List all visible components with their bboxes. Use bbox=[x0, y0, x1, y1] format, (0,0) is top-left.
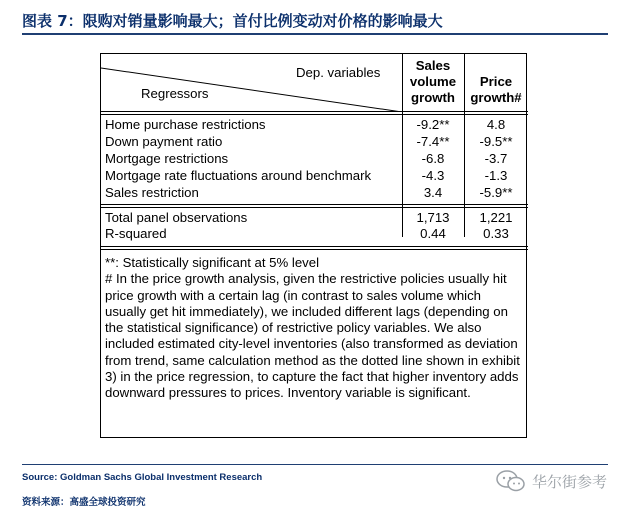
watermark-text: 华尔街参考 bbox=[532, 472, 608, 491]
row-sales-value: -9.2** bbox=[416, 117, 450, 132]
row-sales-value: -4.3 bbox=[421, 168, 445, 183]
row-label: Mortgage rate fluctuations around benchmark bbox=[105, 168, 372, 183]
header-sales-1: Sales bbox=[415, 58, 451, 73]
price-growth-note: # In the price growth analysis, given the restrictive policies usually hit price growth with a certain lag (in contrast to sales volume which usually get hit immediately), we included different lags (depending on the statistical significance) of restrictive policy variables. We also included estimated city-level inventories (also transformed as deviation from trend, same calculation method as the dotted line shown in exhibit 3) in the price regression, to capture the fact that higher inventory adds downward pressures to prices. Inventory variable is significant. bbox=[105, 271, 520, 401]
significance-note: **: Statistically significant at 5% level bbox=[105, 255, 320, 270]
row-sales-value: -6.8 bbox=[421, 151, 445, 166]
row-price-value: -5.9** bbox=[479, 185, 513, 200]
notes-rule-1 bbox=[101, 246, 528, 247]
title-rule bbox=[22, 33, 608, 35]
footer-rule bbox=[22, 464, 608, 465]
header-sales-3: growth bbox=[411, 90, 455, 105]
row-price-value: 4.8 bbox=[486, 117, 506, 132]
row-label: Mortgage restrictions bbox=[105, 151, 229, 166]
header-sales-2: volume bbox=[409, 74, 457, 89]
stat-label: Total panel observations bbox=[105, 210, 248, 225]
table-notes bbox=[101, 255, 528, 402]
header-price-2: growth# bbox=[470, 90, 522, 105]
watermark bbox=[496, 470, 607, 492]
row-price-value: -3.7 bbox=[484, 151, 508, 166]
regression-table bbox=[100, 53, 527, 438]
row-price-value: -1.3 bbox=[484, 168, 508, 183]
header-diagonal bbox=[101, 54, 402, 112]
header-rule-2 bbox=[101, 114, 528, 115]
wechat-icon bbox=[496, 470, 526, 492]
row-price-value: -9.5** bbox=[479, 134, 513, 149]
stat-sales-value: 0.44 bbox=[420, 226, 446, 241]
stats-rule-1 bbox=[101, 204, 528, 205]
notes-rule-2 bbox=[101, 249, 528, 250]
stat-sales-value: 1,713 bbox=[416, 210, 450, 225]
exhibit-title: 图表 7：限购对销量影响最大；首付比例变动对价格的影响最大 bbox=[22, 12, 443, 30]
source-chinese: 资料来源：高盛全球投资研究 bbox=[22, 497, 146, 508]
header-rule-1 bbox=[101, 111, 528, 112]
row-label: Down payment ratio bbox=[105, 134, 223, 149]
stat-price-value: 1,221 bbox=[479, 210, 513, 225]
header-price-1: Price bbox=[479, 74, 513, 89]
row-label: Sales restriction bbox=[105, 185, 199, 200]
row-sales-value: -7.4** bbox=[416, 134, 450, 149]
row-label: Home purchase restrictions bbox=[105, 117, 266, 132]
header-regressors: Regressors bbox=[141, 86, 209, 101]
source-english: Source: Goldman Sachs Global Investment Research bbox=[22, 472, 263, 483]
stat-label: R-squared bbox=[105, 226, 167, 241]
row-sales-value: 3.4 bbox=[423, 185, 443, 200]
stats-rule-2 bbox=[101, 207, 528, 208]
stat-price-value: 0.33 bbox=[483, 226, 509, 241]
header-dep-variables: Dep. variables bbox=[296, 65, 381, 80]
